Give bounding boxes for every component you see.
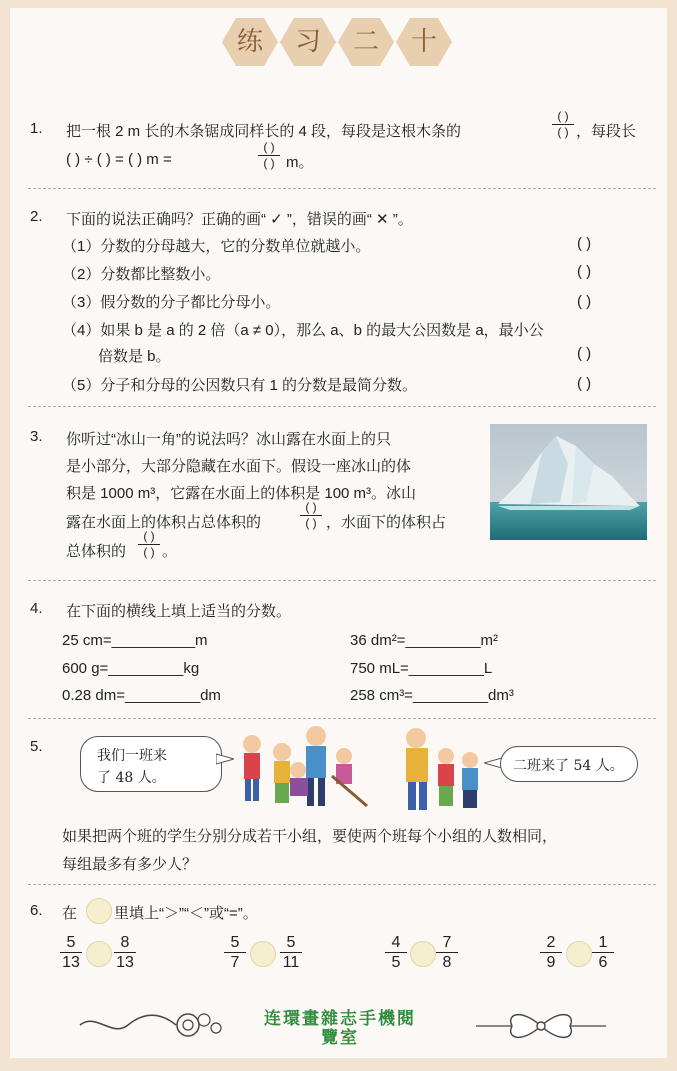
q4-number: 4. bbox=[30, 600, 43, 617]
q2-answer-5[interactable]: ( ) bbox=[577, 375, 592, 392]
q4-right-row-1: 36 dm²=_________m² bbox=[350, 632, 499, 649]
q4-blank[interactable]: _________ bbox=[412, 687, 489, 704]
q6-intro-b: 里填上“＞”“＜”或“=”。 bbox=[114, 905, 258, 922]
q4-left-row-2: 600 g=_________kg bbox=[62, 660, 200, 677]
q6-frac: 5 11 bbox=[280, 934, 302, 971]
q4-right-row-2: 750 mL=_________L bbox=[350, 660, 493, 677]
speech-bubble-class2 bbox=[500, 746, 638, 782]
q6-frac: 7 8 bbox=[436, 934, 458, 971]
q6-frac: 5 13 bbox=[60, 934, 82, 971]
q3-fraction-blank: ( ) ( ) bbox=[300, 501, 322, 530]
students-group-2-illustration bbox=[394, 726, 494, 818]
q2-item-5: （5）分子和分母的公因数只有 1 的分数是最简分数。 bbox=[62, 377, 418, 394]
q4-blank[interactable]: _________ bbox=[408, 660, 484, 677]
q2-item-2: （2）分数都比整数小。 bbox=[62, 266, 221, 283]
q1-fraction-blank-2: ( ) ( ) bbox=[258, 141, 280, 170]
bubble-text-2: 了 48 人。 bbox=[97, 770, 166, 786]
divider bbox=[28, 580, 656, 581]
compare-circle-1[interactable] bbox=[86, 941, 112, 967]
q2-intro: 下面的说法正确吗？正确的画“ ✓ ”，错误的画“ ✕ ”。 bbox=[66, 211, 413, 228]
title-hex-4 bbox=[396, 18, 452, 66]
q2-item-4-cont: 倍数是 b。 bbox=[98, 348, 171, 365]
worksheet-page bbox=[10, 8, 667, 1058]
q1-unit: m。 bbox=[286, 154, 314, 171]
compare-circle-2[interactable] bbox=[250, 941, 276, 967]
bubble-text-3: 二班来了 54 人。 bbox=[513, 758, 624, 774]
q4-left-row-1: 25 cm=__________m bbox=[62, 632, 208, 649]
q4-blank[interactable]: __________ bbox=[111, 632, 196, 649]
title-hex-1 bbox=[222, 18, 278, 66]
divider bbox=[28, 406, 656, 407]
q3-line-5: 总体积的 bbox=[66, 543, 127, 560]
footer-watermark-line1: 连環畫雜志手機閱 bbox=[264, 1009, 416, 1028]
q5-line-2: 每组最多有多少人？ bbox=[62, 856, 198, 873]
compare-circle-4[interactable] bbox=[566, 941, 592, 967]
q1-text-end: ，每段长 bbox=[576, 123, 637, 140]
q3-line-5b: 。 bbox=[162, 543, 178, 560]
title-hex-3 bbox=[338, 18, 394, 66]
q2-answer-3[interactable]: ( ) bbox=[577, 293, 592, 310]
q3-number: 3. bbox=[30, 428, 43, 445]
ribbon-bow-icon bbox=[476, 1006, 606, 1046]
footer-watermark-line2: 覽室 bbox=[321, 1028, 359, 1047]
q2-number: 2. bbox=[30, 208, 43, 225]
q6-intro-a: 在 bbox=[62, 905, 78, 922]
q4-right-row-3: 258 cm³=_________dm³ bbox=[350, 687, 514, 704]
q2-answer-1[interactable]: ( ) bbox=[577, 235, 592, 252]
divider bbox=[28, 188, 656, 189]
q5-line-1: 如果把两个班的学生分别分成若干小组，要使两个班每个小组的人数相同， bbox=[62, 828, 558, 845]
q2-item-3: （3）假分数的分子都比分母小。 bbox=[62, 294, 281, 311]
q5-number: 5. bbox=[30, 738, 43, 755]
q4-left-row-3: 0.28 dm=_________dm bbox=[62, 687, 221, 704]
q3-line-2: 是小部分，大部分隐藏在水面下。假设一座冰山的体 bbox=[66, 458, 412, 475]
speech-bubble-class1 bbox=[80, 736, 222, 792]
compare-circle-3[interactable] bbox=[410, 941, 436, 967]
students-group-1-illustration bbox=[232, 726, 382, 816]
q4-blank[interactable]: _________ bbox=[108, 660, 184, 677]
q3-line-3: 积是 1000 m³，它露在水面上的体积是 100 m³。冰山 bbox=[66, 485, 417, 502]
q6-frac: 5 7 bbox=[224, 934, 246, 971]
q6-frac: 4 5 bbox=[385, 934, 407, 971]
q4-blank[interactable]: _________ bbox=[124, 687, 201, 704]
title-char: 习 bbox=[294, 27, 321, 57]
title-char: 十 bbox=[410, 27, 437, 57]
title-hex-2 bbox=[280, 18, 336, 66]
q1-line2: ( ) ÷ ( ) = ( ) m = bbox=[66, 151, 172, 168]
title-char: 练 bbox=[236, 27, 263, 57]
q2-answer-2[interactable]: ( ) bbox=[577, 263, 592, 280]
iceberg-image bbox=[490, 424, 647, 540]
q6-number: 6. bbox=[30, 902, 43, 919]
q4-intro: 在下面的横线上填上适当的分数。 bbox=[66, 603, 292, 620]
q2-answer-4[interactable]: ( ) bbox=[577, 345, 592, 362]
q6-frac: 1 6 bbox=[592, 934, 614, 971]
divider bbox=[28, 718, 656, 719]
q3-line-4: 露在水面上的体积占总体积的 bbox=[66, 514, 262, 531]
q6-frac: 8 13 bbox=[114, 934, 136, 971]
q3-fraction-blank-2: ( ) ( ) bbox=[138, 530, 160, 559]
q6-frac: 2 9 bbox=[540, 934, 562, 971]
q3-line-4b: ，水面下的体积占 bbox=[326, 514, 447, 531]
compare-circle-example bbox=[86, 898, 112, 924]
q1-number: 1. bbox=[30, 120, 43, 137]
title-char: 二 bbox=[352, 27, 379, 57]
q3-line-1: 你听过“冰山一角”的说法吗？冰山露在水面上的只 bbox=[66, 431, 391, 448]
q2-item-1: （1）分数的分母越大，它的分数单位就越小。 bbox=[62, 238, 371, 255]
bubble-text-1: 我们一班来 bbox=[97, 748, 167, 764]
q1-text: 把一根 2 m 长的木条锯成同样长的 4 段，每段是这根木条的 bbox=[66, 123, 462, 140]
q4-blank[interactable]: _________ bbox=[405, 632, 481, 649]
q2-item-4: （4）如果 b 是 a 的 2 倍（a ≠ 0），那么 a、b 的最大公因数是 a，最小公 bbox=[62, 322, 544, 339]
divider bbox=[28, 884, 656, 885]
q1-fraction-blank: ( ) ( ) bbox=[552, 110, 574, 139]
